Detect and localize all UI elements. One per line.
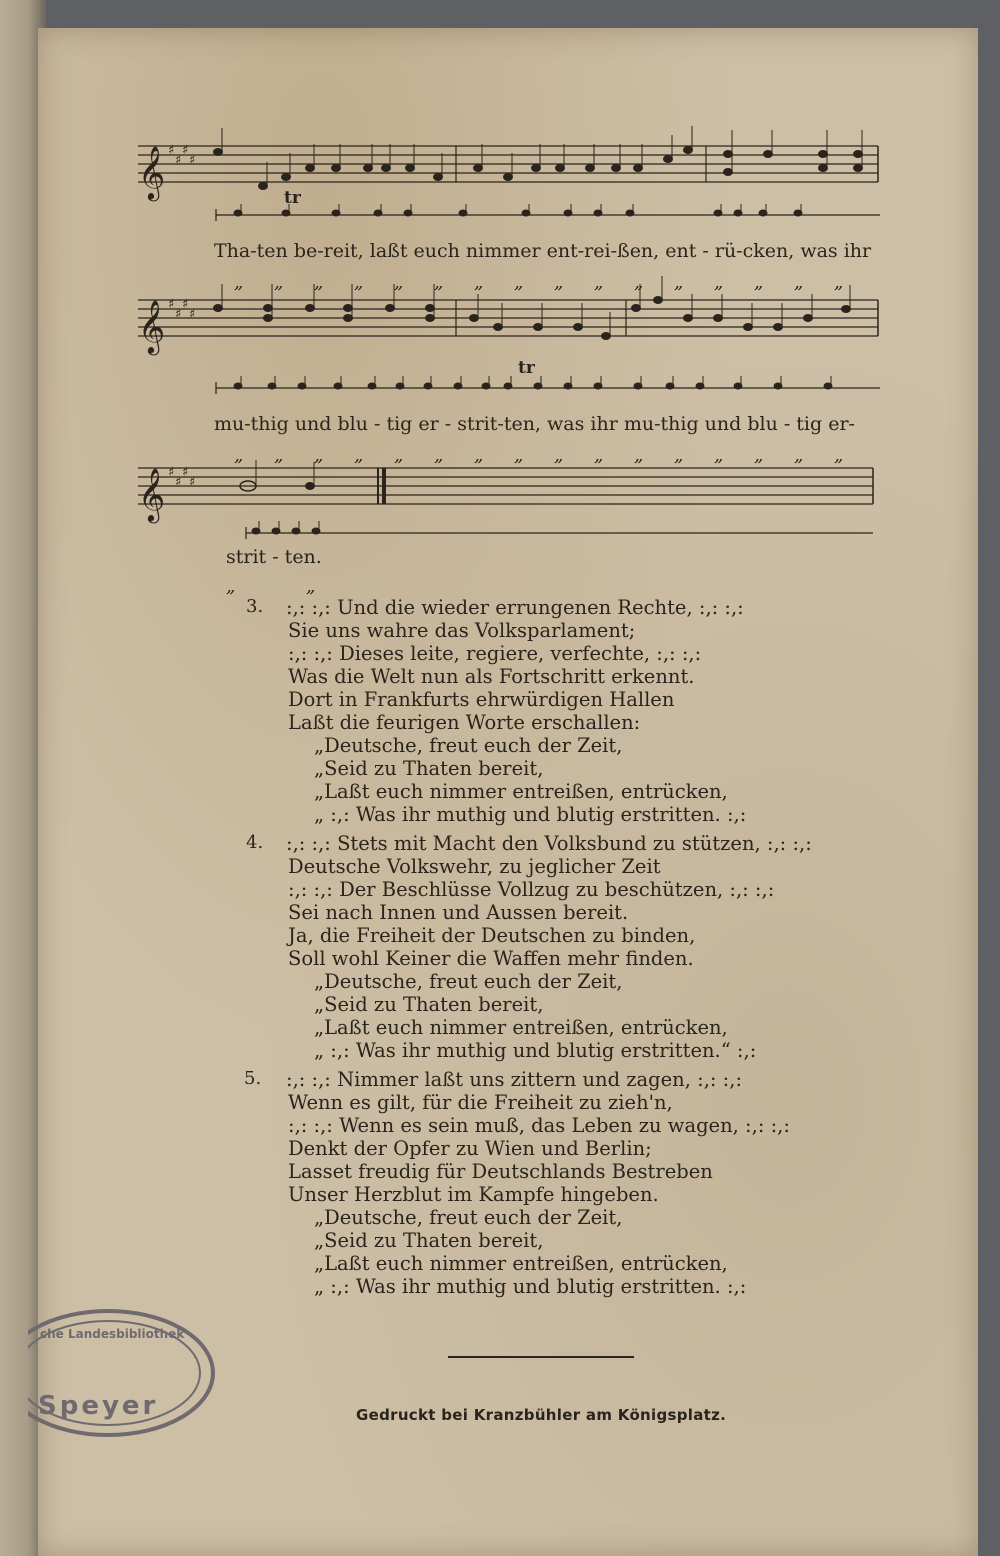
ditto-mark: „ (634, 272, 644, 293)
ditto-mark: „ (634, 445, 644, 466)
note-head (306, 305, 315, 312)
verse-line: Deutsche Volkswehr, zu jeglicher Zeit (288, 855, 661, 878)
note-head (664, 156, 673, 163)
note-head (494, 324, 503, 331)
note-head (344, 305, 353, 312)
verse-line: „Laßt euch nimmer entreißen, entrücken, (314, 780, 728, 803)
verse-line: :,: :,: Und die wieder errungenen Rechte, :,: :,: (286, 596, 744, 619)
verse-line: „Deutsche, freut euch der Zeit, (314, 1206, 623, 1229)
lyric-line-1: Tha-ten be-reit, laßt euch nimmer ent-rei-ßen, ent - rü-cken, was ihr (214, 240, 872, 262)
verse-line: „ :,: Was ihr muthig und blutig erstritten. :,: (314, 803, 747, 826)
library-stamp (28, 1298, 228, 1448)
verse-line: „Deutsche, freut euch der Zeit, (314, 734, 623, 757)
treble-clef-icon: 𝄞 (138, 299, 166, 353)
sharp-icon: ♯ (189, 153, 196, 168)
verse-number: 5. (244, 1068, 262, 1089)
ditto-mark: „ (434, 272, 444, 293)
stamp-bottom-text: Speyer (38, 1391, 159, 1421)
note-head (714, 315, 723, 322)
ditto-mark: „ (834, 445, 844, 466)
ditto-mark: „ (714, 272, 724, 293)
ditto-mark: „ (594, 272, 604, 293)
ditto-mark: „ (674, 445, 684, 466)
note-head (474, 165, 483, 172)
ditto-mark: „ (794, 445, 804, 466)
stamp-top-text: che Landesbibliothek (40, 1327, 185, 1341)
ditto-mark: „ (754, 272, 764, 293)
ditto-mark: „ (514, 445, 524, 466)
sharp-icon: ♯ (175, 475, 182, 490)
note-head (306, 165, 315, 172)
ditto-mark: „ (354, 272, 364, 293)
verse-line: Laßt die feurigen Worte erschallen: (288, 711, 641, 734)
note-head (724, 151, 733, 158)
verse-line: „ :,: Was ihr muthig und blutig erstritten.“ :,: (314, 1039, 757, 1062)
note-head (434, 174, 443, 181)
ditto-mark: „ (474, 445, 484, 466)
verse-line: „Deutsche, freut euch der Zeit, (314, 970, 623, 993)
note-head (854, 151, 863, 158)
ditto-mark: „ (434, 445, 444, 466)
printer-imprint: Gedruckt bei Kranzbühler am Königsplatz. (356, 1406, 727, 1424)
note-head (654, 297, 663, 304)
note-head (774, 324, 783, 331)
note-head (214, 149, 223, 156)
note-head (744, 324, 753, 331)
ditto-mark: „ (226, 576, 236, 597)
note-head (634, 165, 643, 172)
verse-line: Ja, die Freiheit der Deutschen zu binden, (288, 924, 696, 947)
trill-mark: tr (518, 358, 535, 378)
note-head (804, 315, 813, 322)
note-head (612, 165, 621, 172)
note-head (764, 151, 773, 158)
ditto-mark: „ (354, 445, 364, 466)
verse-line: :,: :,: Wenn es sein muß, das Leben zu wagen, :,: :,: (288, 1114, 790, 1137)
note-head (602, 333, 611, 340)
sharp-icon: ♯ (189, 307, 196, 322)
note-head (406, 165, 415, 172)
verse-line: :,: :,: Stets mit Macht den Volksbund zu stützen, :,: :,: (286, 832, 812, 855)
sharp-icon: ♯ (182, 143, 189, 158)
verse-line: :,: :,: Der Beschlüsse Vollzug zu beschützen, :,: :,: (288, 878, 775, 901)
note-head (684, 147, 693, 154)
ditto-mark: „ (314, 445, 324, 466)
ditto-mark: „ (834, 272, 844, 293)
note-head (632, 305, 641, 312)
ditto-mark: „ (234, 445, 244, 466)
verse-line: Denkt der Opfer zu Wien und Berlin; (288, 1137, 652, 1160)
ditto-mark: „ (754, 445, 764, 466)
ditto-mark: „ (714, 445, 724, 466)
note-head (344, 315, 353, 322)
note-head (586, 165, 595, 172)
note-head (574, 324, 583, 331)
verse-line: Was die Welt nun als Fortschritt erkennt. (288, 665, 695, 688)
note-head (854, 165, 863, 172)
note-head (259, 183, 268, 190)
note-head (556, 165, 565, 172)
note-head (382, 165, 391, 172)
note-head (426, 305, 435, 312)
sharp-icon: ♯ (168, 143, 175, 158)
sharp-icon: ♯ (168, 297, 175, 312)
treble-clef-icon: 𝄞 (138, 145, 166, 199)
note-head (214, 305, 223, 312)
verse-line: Lasset freudig für Deutschlands Bestreben (288, 1160, 713, 1183)
closing-rule (448, 1356, 634, 1358)
ditto-mark: „ (306, 576, 316, 597)
verse-line: „Seid zu Thaten bereit, (314, 1229, 544, 1252)
music-notation (38, 28, 978, 588)
ditto-mark: „ (554, 445, 564, 466)
note-head (842, 306, 851, 313)
note-head (426, 315, 435, 322)
ditto-mark: „ (394, 445, 404, 466)
note-head (504, 174, 513, 181)
sharp-icon: ♯ (168, 465, 175, 480)
sharp-icon: ♯ (175, 153, 182, 168)
note-head (332, 165, 341, 172)
verse-line: Dort in Frankfurts ehrwürdigen Hallen (288, 688, 675, 711)
note-head (819, 165, 828, 172)
note-head (386, 305, 395, 312)
note-head (470, 315, 479, 322)
verse-number: 4. (246, 832, 264, 853)
note-head (306, 483, 315, 490)
ditto-mark: „ (514, 272, 524, 293)
verse-line: Soll wohl Keiner die Waffen mehr finden. (288, 947, 694, 970)
verse-line: Sie uns wahre das Volksparlament; (288, 619, 636, 642)
verse-line: „Laßt euch nimmer entreißen, entrücken, (314, 1016, 728, 1039)
ditto-mark: „ (274, 445, 284, 466)
verse-line: :,: :,: Nimmer laßt uns zittern und zagen, :,: :,: (286, 1068, 743, 1091)
verse-line: Wenn es gilt, für die Freiheit zu zieh'n, (288, 1091, 673, 1114)
ditto-mark: „ (674, 272, 684, 293)
verse-line: :,: :,: Dieses leite, regiere, verfechte, :,: :,: (288, 642, 702, 665)
lyric-line-3: strit - ten. (226, 546, 322, 568)
note-head (264, 305, 273, 312)
lyric-line-2: mu-thig und blu - tig er - strit-ten, was ihr mu-thig und blu - tig er- (214, 413, 855, 435)
verse-line: Unser Herzblut im Kampfe hingeben. (288, 1183, 659, 1206)
ditto-mark: „ (794, 272, 804, 293)
ditto-mark: „ (234, 272, 244, 293)
trill-mark: tr (284, 188, 301, 208)
sharp-icon: ♯ (182, 465, 189, 480)
ditto-mark: „ (314, 272, 324, 293)
ditto-mark: „ (394, 272, 404, 293)
sharp-icon: ♯ (189, 475, 196, 490)
ditto-mark: „ (594, 445, 604, 466)
verse-line: „ :,: Was ihr muthig und blutig erstritten. :,: (314, 1275, 747, 1298)
note-head (534, 324, 543, 331)
note-head (684, 315, 693, 322)
sharp-icon: ♯ (175, 307, 182, 322)
note-head (364, 165, 373, 172)
note-head (264, 315, 273, 322)
ditto-mark: „ (274, 272, 284, 293)
note-head (532, 165, 541, 172)
verse-line: „Seid zu Thaten bereit, (314, 757, 544, 780)
note-head (724, 169, 733, 176)
ditto-mark: „ (474, 272, 484, 293)
note-head (819, 151, 828, 158)
verse-line: „Laßt euch nimmer entreißen, entrücken, (314, 1252, 728, 1275)
sharp-icon: ♯ (182, 297, 189, 312)
ditto-mark: „ (554, 272, 564, 293)
note-head (282, 174, 291, 181)
treble-clef-icon: 𝄞 (138, 467, 166, 521)
verse-line: „Seid zu Thaten bereit, (314, 993, 544, 1016)
document-page (38, 28, 978, 1556)
verse-number: 3. (246, 596, 264, 617)
verse-line: Sei nach Innen und Aussen bereit. (288, 901, 629, 924)
